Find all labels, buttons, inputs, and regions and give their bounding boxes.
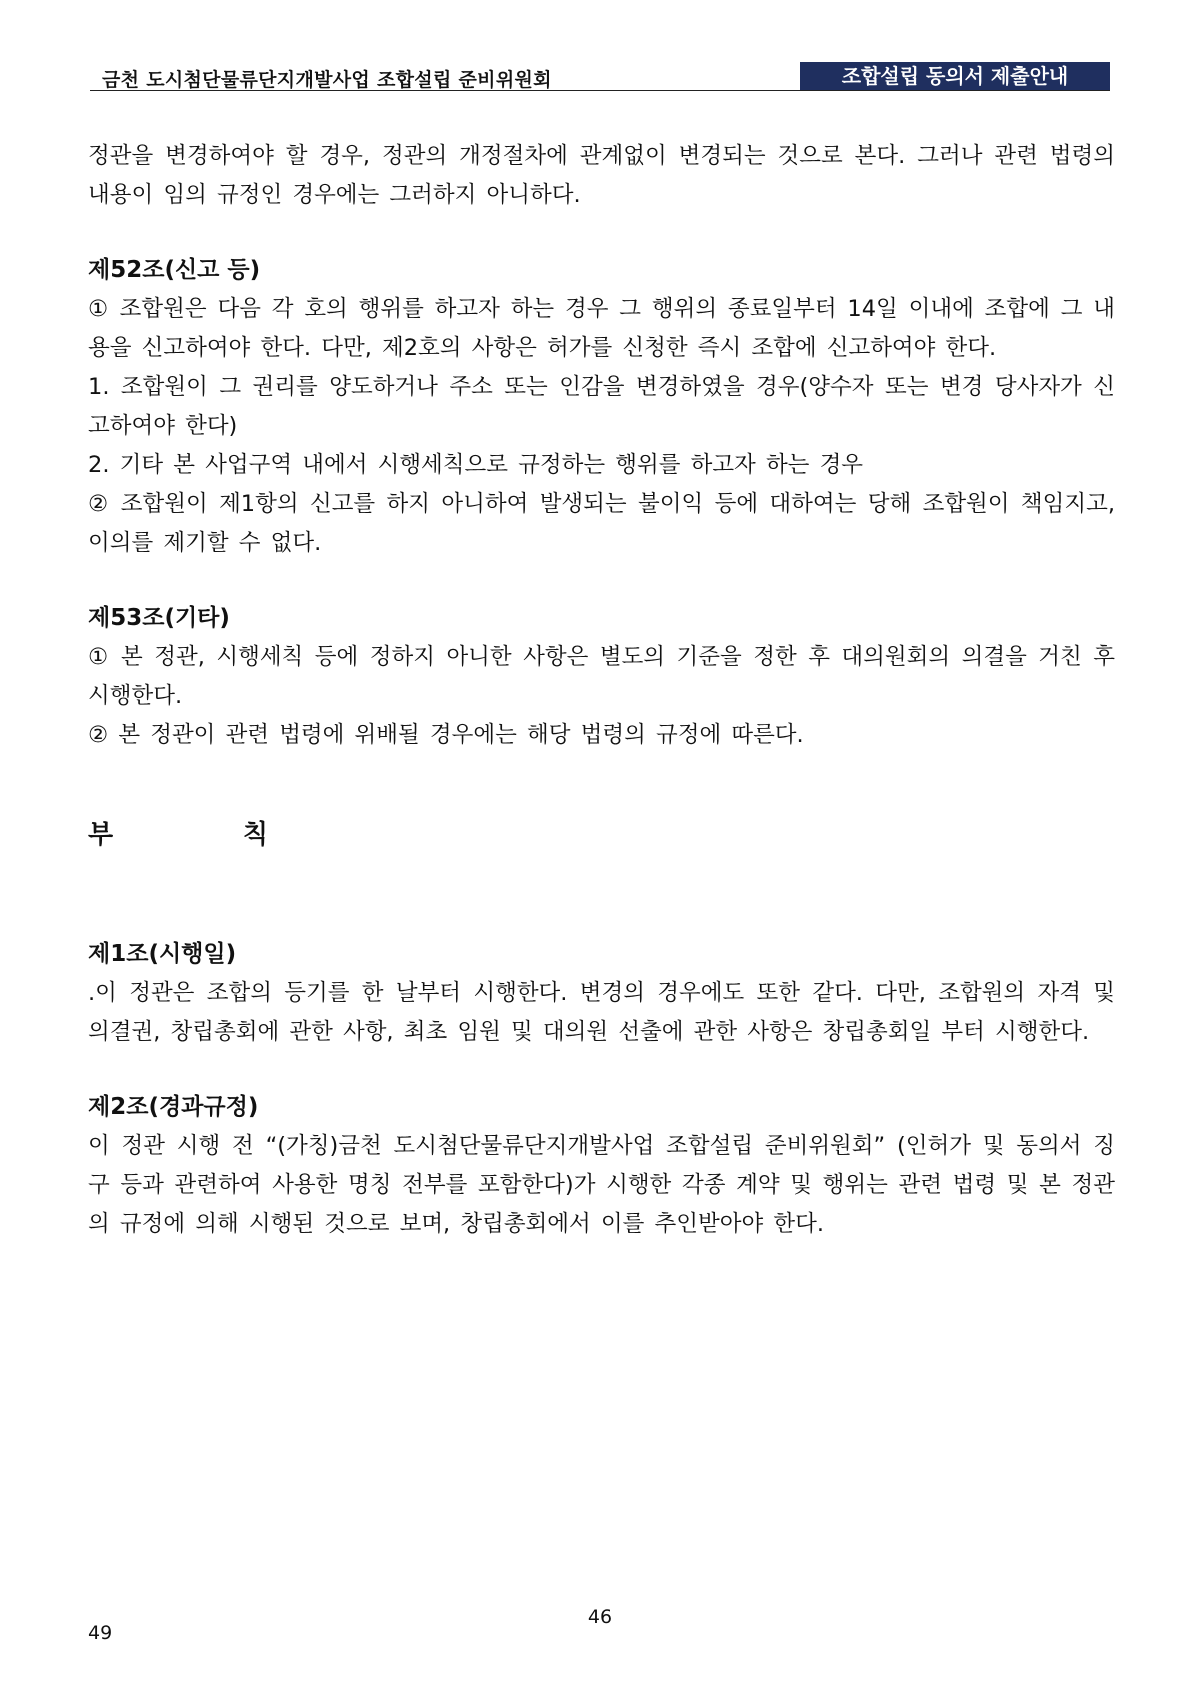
- article-52: [88, 251, 1115, 563]
- page-number: 46: [587, 1606, 613, 1628]
- article-52-item-2: 2. 기타 본 사업구역 내에서 시행세칙으로 규정하는 행위를 하고자 하는 경우: [88, 452, 864, 478]
- sheet-number: 49: [88, 1622, 113, 1644]
- supplementary-article-2-paragraph: 이 정관 시행 전 “(가칭)금천 도시첨단물류단지개발사업 조합설립 준비위원회” (인허가 및 동의서 징구 등과 관련하여 사용한 명칭 전부를 포함한다)가 시행한 각종 계약 및 행위는 관련 법령 및 본 정관의 규정에 의해 시행된 것으로 보며, 창립총회에서 이를 추인받아야 한다.: [88, 1133, 1115, 1237]
- header-organization-title: 금천 도시첨단물류단지개발사업 조합설립 준비위원회: [102, 69, 552, 91]
- article-53-title: 제53조(기타): [88, 605, 230, 631]
- article-53: [88, 599, 1115, 755]
- article-52-paragraph-2: ② 조합원이 제1항의 신고를 하지 아니하여 발생되는 불이익 등에 대하여는 당해 조합원이 책임지고, 이의를 제기할 수 없다.: [88, 491, 1115, 556]
- article-52-title: 제52조(신고 등): [88, 257, 261, 283]
- article-53-paragraph-2: ② 본 정관이 관련 법령에 위배될 경우에는 해당 법령의 규정에 따른다.: [88, 722, 804, 748]
- intro-paragraph: 정관을 변경하여야 할 경우, 정관의 개정절차에 관계없이 변경되는 것으로 본다. 그러나 관련 법령의 내용이 임의 규정인 경우에는 그러하지 아니하다.: [88, 143, 1115, 208]
- supplementary-provisions-title: [88, 815, 268, 855]
- supplementary-article-2: [88, 1088, 1115, 1244]
- supplementary-title-char-2: 칙: [242, 820, 268, 850]
- supplementary-article-1-paragraph: .이 정관은 조합의 등기를 한 날부터 시행한다. 변경의 경우에도 또한 같다. 다만, 조합원의 자격 및 의결권, 창립총회에 관한 사항, 최초 임원 및 대의원 선출에 관한 사항은 창립총회일 부터 시행한다.: [88, 980, 1115, 1045]
- page-header: [90, 62, 1110, 91]
- document-body: [88, 137, 1115, 1244]
- supplementary-article-1-title: 제1조(시행일): [88, 941, 237, 967]
- article-52-paragraph-1: ① 조합원은 다음 각 호의 행위를 하고자 하는 경우 그 행위의 종료일부터 14일 이내에 조합에 그 내용을 신고하여야 한다. 다만, 제2호의 사항은 허가를 신청한 즉시 조합에 신고하여야 한다.: [88, 296, 1115, 361]
- header-section-badge: 조합설립 동의서 제출안내: [800, 62, 1110, 90]
- supplementary-article-1: [88, 935, 1115, 1052]
- supplementary-title-char-1: 부: [88, 820, 114, 850]
- article-52-item-1: 1. 조합원이 그 권리를 양도하거나 주소 또는 인감을 변경하였을 경우(양수자 또는 변경 당사자가 신고하여야 한다): [88, 374, 1115, 439]
- article-53-paragraph-1: ① 본 정관, 시행세칙 등에 정하지 아니한 사항은 별도의 기준을 정한 후 대의원회의 의결을 거친 후 시행한다.: [88, 644, 1115, 709]
- supplementary-article-2-title: 제2조(경과규정): [88, 1094, 259, 1120]
